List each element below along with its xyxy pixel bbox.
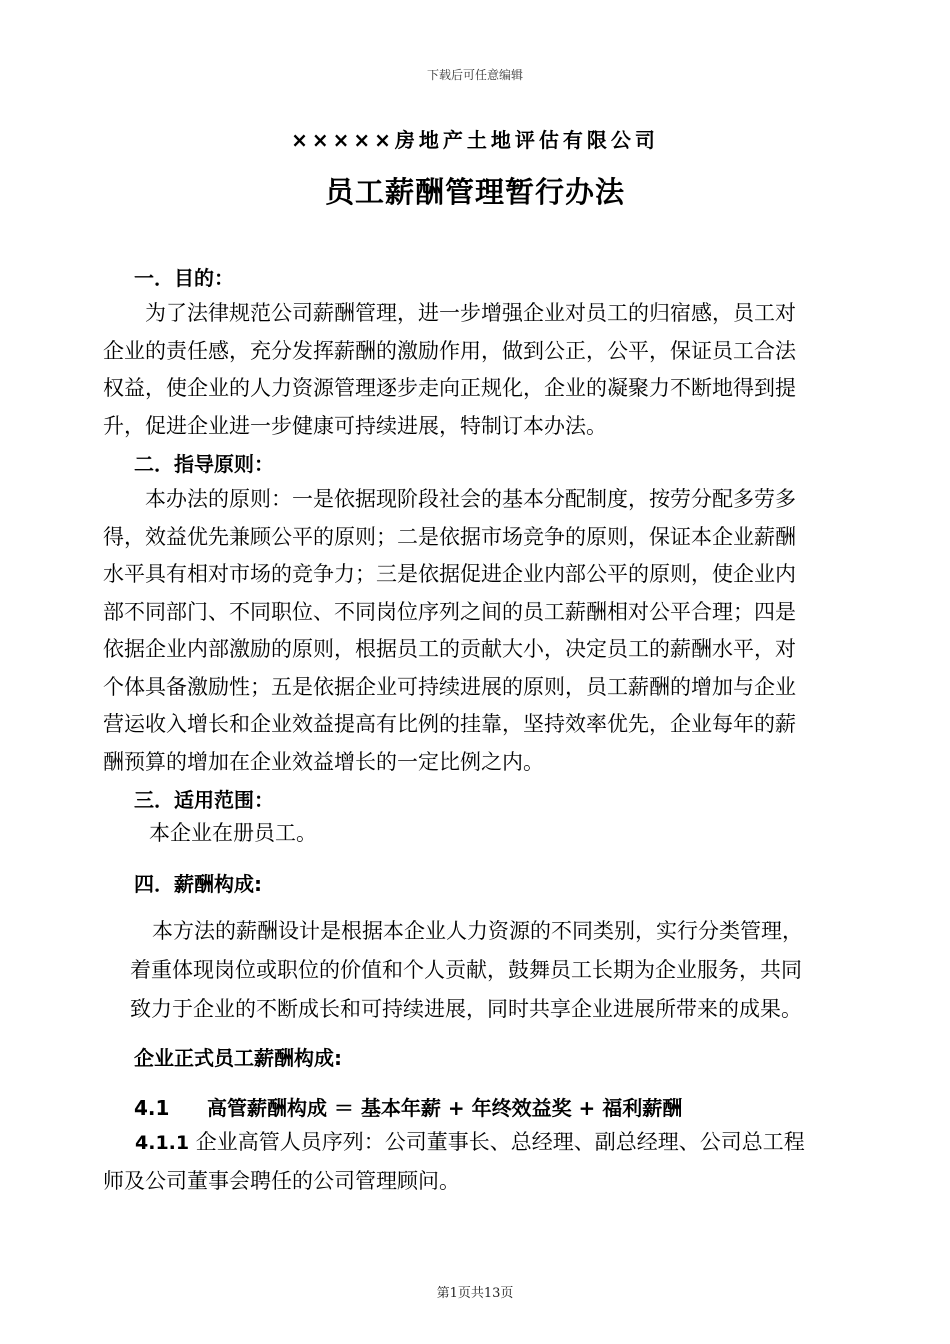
paragraph-line: 水平具有相对市场的竞争力；三是依据促进企业内部公平的原则，使企业内 <box>103 562 796 586</box>
section-1-body <box>103 295 863 445</box>
paragraph-line: 致力于企业的不断成长和可持续进展，同时共享企业进展所带来的成果。 <box>130 997 802 1021</box>
document-title: 员工薪酬管理暂行办法 <box>324 175 625 209</box>
section-4-subheading: 企业正式员工薪酬构成: <box>134 1046 342 1070</box>
formula-number: 4.1 <box>134 1096 170 1120</box>
paragraph-line: 本方法的薪酬设计是根据本企业人力资源的不同类别，实行分类管理， <box>152 919 803 943</box>
formula-text: 高管薪酬构成 ＝ 基本年薪 + 年终效益奖 + 福利薪酬 <box>206 1096 683 1120</box>
section-3-body <box>103 815 863 853</box>
paragraph-line: 酬预算的增加在企业效益增长的一定比例之内。 <box>103 749 544 774</box>
section-4-body <box>130 912 860 1029</box>
paragraph-line: 本企业在册员工。 <box>149 821 317 845</box>
paragraph-line: 本办法的原则：一是依据现阶段社会的基本分配制度，按劳分配多劳多 <box>145 487 796 511</box>
section-1-heading: 一．目的： <box>134 266 234 290</box>
paragraph-line: 个体具备激励性；五是依据企业可持续进展的原则，员工薪酬的增加与企业 <box>103 674 796 699</box>
paragraph-line: 为了法律规范公司薪酬管理，进一步增强企业对员工的归宿感，员工对 <box>145 301 796 325</box>
paragraph-line: 企业的责任感，充分发挥薪酬的激励作用，做到公正，公平，保证员工合法 <box>103 338 796 363</box>
item-number: 4.1.1 <box>135 1132 190 1154</box>
paragraph-line: 营运收入增长和企业效益提高有比例的挂靠，坚持效率优先，企业每年的薪 <box>103 712 796 736</box>
salary-formula <box>134 1092 682 1121</box>
section-2-body <box>103 481 863 781</box>
paragraph-line: 依据企业内部激励的原则，根据员工的贡献大小，决定员工的薪酬水平，对 <box>103 637 796 661</box>
paragraph-line: 着重体现岗位或职位的价值和个人贡献，鼓舞员工长期为企业服务，共同 <box>130 958 802 982</box>
page-footer: 第1页共13页 <box>436 1286 514 1301</box>
section-3-heading: 三．适用范围： <box>134 788 274 812</box>
section-4-heading: 四．薪酬构成: <box>134 872 262 896</box>
paragraph-line: 师及公司董事会聘任的公司管理顾问。 <box>103 1168 460 1193</box>
item-4-1-1 <box>103 1124 863 1200</box>
header-note: 下载后可任意编辑 <box>426 68 523 82</box>
paragraph-line: 部不同部门、不同职位、不同岗位序列之间的员工薪酬相对公平合理；四是 <box>103 599 796 624</box>
paragraph-line: 企业高管人员序列：公司董事长、总经理、副总经理、公司总工程 <box>195 1130 805 1154</box>
paragraph-line: 权益，使企业的人力资源管理逐步走向正规化，企业的凝聚力不断地得到提 <box>103 376 796 400</box>
company-name: ×××××房地产土地评估有限公司 <box>291 128 659 152</box>
paragraph-line: 得，效益优先兼顾公平的原则；二是依据市场竞争的原则，保证本企业薪酬 <box>103 524 796 549</box>
paragraph-line: 升，促进企业进一步健康可持续进展，特制订本办法。 <box>103 413 607 438</box>
section-2-heading: 二．指导原则： <box>134 452 274 476</box>
